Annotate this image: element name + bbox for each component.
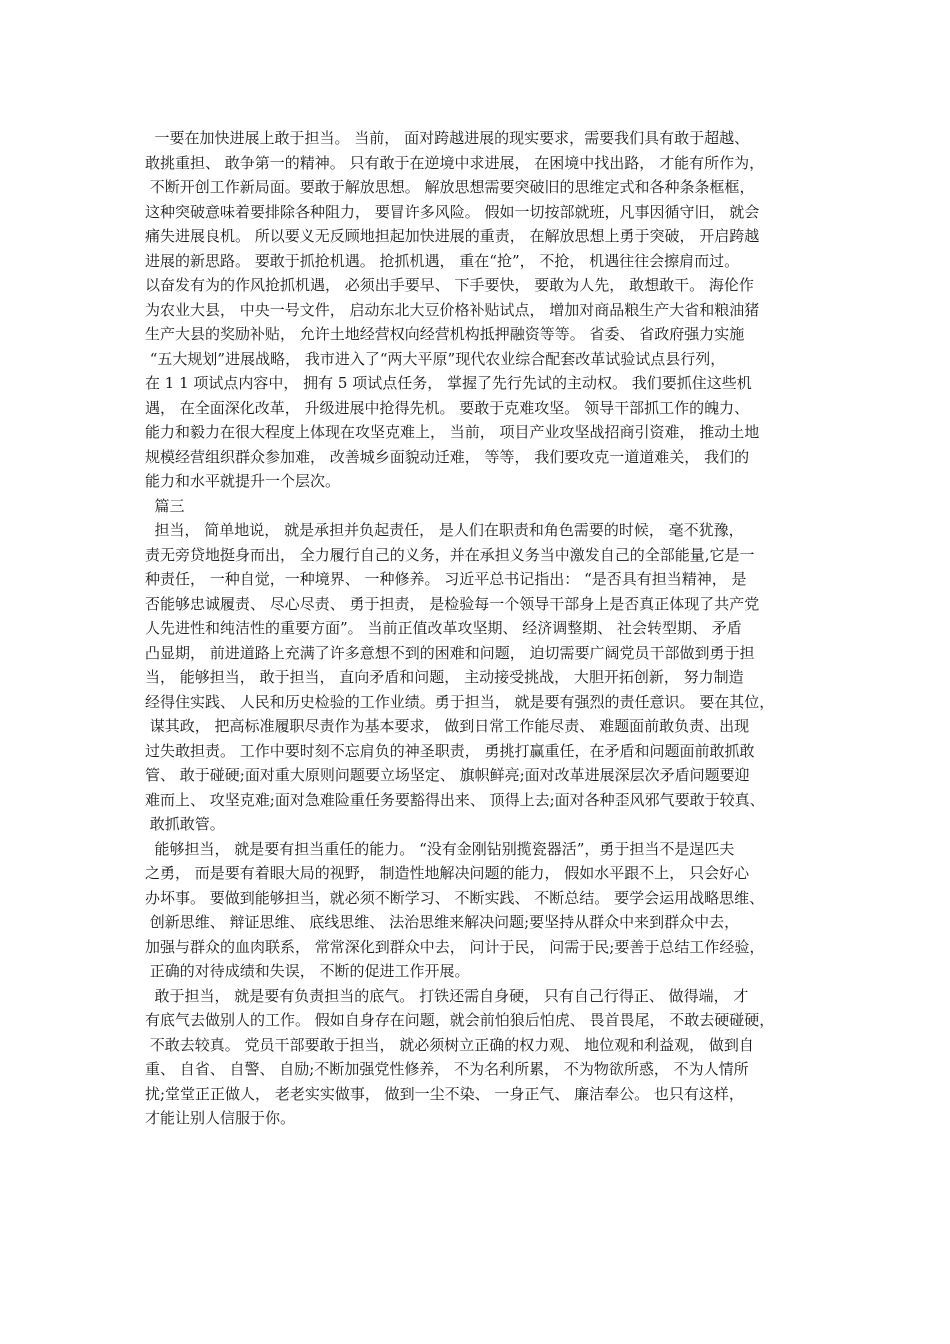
text-line: 敢于担当， 就是要有负责担当的底气。 打铁还需自身硬， 只有自己行得正、 做得端， 才 [145,986,749,1005]
text-line: 谋其政， 把高标准履职尽责作为基本要求， 做到日常工作能尽责、 难题面前敢负责、出现 [145,717,750,735]
text-line: 创新思维、 辩证思维、 底线思维、 法治思维来解决问题;要坚持从群众中来到群众中去， [145,913,740,931]
text-line: 能够担当， 就是要有担当重任的能力。 “没有金刚钻别揽瓷器活”，勇于担当不是逞匹夫 [145,839,735,858]
text-line: 担当， 简单地说， 就是承担并负起责任， 是人们在职责和角色需要的时候， 毫不犹豫， [145,521,744,539]
text-line: 不断开创工作新局面。要敢于解放思想。 解放思想需要突破旧的思维定式和各种条条框框， [145,178,755,196]
text-line: 有底气去做别人的工作。 假如自身存在问题，就会前怕狼后怕虎、 畏首畏尾， 不敢去硬碰硬， [145,1011,775,1029]
text-line: 当， 能够担当， 敢于担当， 直向矛盾和问题， 主动接受挑战， 大胆开拓创新， 努力制造 [145,668,744,686]
text-line: 遇， 在全面深化改革， 升级进展中抢得先机。 要敢于克难攻坚。 领导干部抓工作的魄力、 [145,398,750,417]
text-line: 凸显期， 前进道路上充满了许多意想不到的困难和问题， 迫切需要广阔党员干部做到勇于担 [145,643,755,662]
text-line: 这种突破意味着要排除各种阻力， 要冒许多风险。 假如一切按部就班，凡事因循守旧， 就会 [145,202,760,221]
text-line: 才能让别人信服于你。 [145,1109,296,1127]
text-line: 为农业大县， 中央一号文件， 启动东北大豆价格补贴试点， 增加对商品粮生产大省和粮油猪 [145,300,760,319]
text-line: 种责任， 一种自觉，一种境界、 一种修养。 习近平总书记指出： “是否具有担当精神， 是 [145,570,747,588]
text-line: 加强与群众的血肉联系， 常常深化到群众中去， 问计于民， 问需于民;要善于总结工作经验， [145,937,765,956]
text-line: 进展的新思路。 要敢于抓抢机遇。 抢抓机遇， 重在“抢”， 不抢， 机遇往往会擦肩而过。 [145,251,740,270]
text-line: 管、 敢于碰硬;面对重大原则问题要立场坚定、 旗帜鲜亮;面对改革进展深层次矛盾问题要迎 [145,766,750,784]
document-body [145,126,817,1131]
text-line: 否能够忠诚履责、 尽心尽责、 勇于担责， 是检验每一个领导干部身上是否真正体现了共产党 [145,594,760,613]
text-line: 规模经营组织群众参加难， 改善城乡面貌动迁难， 等等， 我们要攻克一道道难关， 我们的 [145,447,750,466]
text-line: 一要在加快进展上敢于担当。 当前， 面对跨越进展的现实要求，需要我们具有敢于超越、 [145,129,750,147]
text-line: 能力和毅力在很大程度上体现在攻坚克难上， 当前， 项目产业攻坚战招商引资难， 推动土地 [145,423,760,441]
text-line: 在 1 1 项试点内容中， 拥有 5 项试点任务， 掌握了先行先试的主动权。 我们要抓住这些机 [145,374,752,392]
text-line: 痛失进展良机。 所以要义无反顾地担起加快进展的重责， 在解放思想上勇于突破， 开启跨越 [145,227,760,245]
text-line: 责无旁贷地挺身而出， 全力履行自己的义务，并在承担义务当中激发自己的全部能量,它是一 [145,545,755,564]
text-line: 生产大县的奖励补贴， 允许土地经营权向经营机构抵押融资等等。 省委、 省政府强力实施 [145,325,745,343]
text-line: 重、 自省、 自警、 自励;不断加强党性修养， 不为名利所累， 不为物欲所惑， 不为人情所 [145,1060,749,1078]
text-line: 敢挑重担、 敢争第一的精神。 只有敢于在逆境中求进展， 在困境中找出路， 才能有所作为， [145,153,765,172]
text-line: 以奋发有为的作风抢抓机遇， 必须出手要早、 下手要快， 要敢为人先， 敢想敢干。 海伦作 [145,276,754,294]
text-line: 办坏事。 要做到能够担当，就必须不断学习、 不断实践、 不断总结。 要学会运用战略思维、 [145,888,765,907]
text-line: 经得住实践、 人民和历史检验的工作业绩。勇于担当， 就是要有强烈的责任意识。 要在其位， [145,692,775,711]
text-line: 正确的对待成绩和失误， 不断的促进工作开展。 [145,962,470,980]
text-line: 过失敢担责。 工作中要时刻不忘肩负的神圣职责， 勇挑打赢重任，在矛盾和问题面前敢抓敢 [145,741,755,760]
text-line: 不敢去较真。 党员干部要敢于担当， 就必须树立正确的权力观、 地位观和利益观， 做到自 [145,1035,754,1054]
text-line: 难而上、 攻坚克难;面对急难险重任务要豁得出来、 顶得上去;面对各种歪风邪气要敢于较真、 [145,790,765,809]
text-line: 能力和水平就提升一个层次。 [145,472,341,490]
section-heading: 篇三 [145,496,185,515]
text-line: 扰;堂堂正正做人， 老老实实做事， 做到一尘不染、 一身正气、 廉洁奉公。 也只有这样， [145,1084,744,1103]
text-line: 敢抓敢管。 [145,815,225,833]
text-line: 之勇， 而是要有着眼大局的视野， 制造性地解决问题的能力， 假如水平跟不上， 只会好心 [145,864,750,882]
text-line: “五大规划”进展战略， 我市进入了“两大平原”现代农业综合配套改革试验试点县行列， [145,349,726,368]
text-line: 人先进性和纯洁性的重要方面”。 当前正值改革攻坚期、 经济调整期、 社会转型期、 矛盾 [145,619,742,637]
